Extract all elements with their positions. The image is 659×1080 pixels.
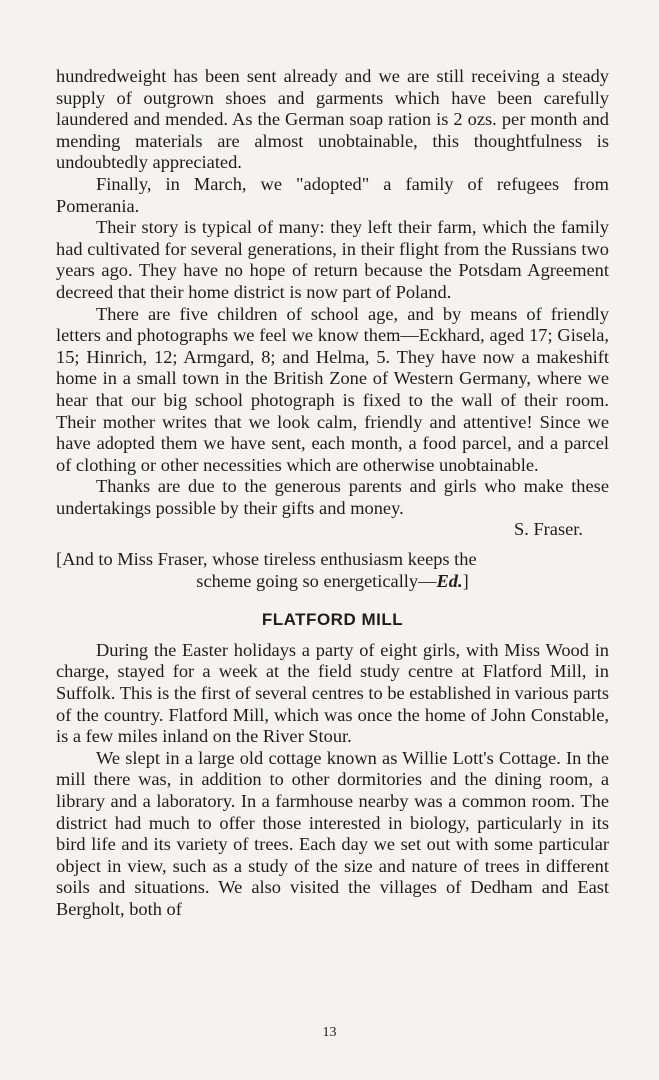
page-number: 13 xyxy=(322,1025,337,1040)
author-signature: S. Fraser. xyxy=(514,519,583,540)
body-paragraph-7: We slept in a large old cottage known as Willie Lott's Cottage. In the mill there was, in addition to other dormitories and the dining room, a library and a laboratory. In a farmhouse nearby was a common room. The district had much to offer those interested in biology, particularly in its bird life and its variety of trees. Each day we set out with some particular object in view, such as a study of the size and nature of trees in different soils and situations. We also visited the villages of Dedham and East Bergholt, both of xyxy=(56,747,609,919)
body-paragraph-1: hundredweight has been sent already and we are still receiving a steady supply of outgrown shoes and garments which have been carefully laundered and mended. As the German soap ration is 2 ozs. per month and mending materials are almost unobtainable, this thoughtfulness is undoubtedly appreciated. xyxy=(56,66,609,173)
editor-note-text: scheme going so energetically— xyxy=(196,570,437,591)
document-page xyxy=(56,66,609,921)
editor-note xyxy=(56,549,609,592)
editor-note-line-1: [And to Miss Fraser, whose tireless enthusiasm keeps the xyxy=(56,549,477,570)
body-paragraph-4: There are five children of school age, and by means of friendly letters and photographs we feel we know them—Eckhard, aged 17; Gisela, 15; Hinrich, 12; Armgard, 8; and Helma, 5. They have now a makeshift home in a small town in the British Zone of Western Germany, where we hear that our big school photograph is fixed to the wall of their room. Their mother writes that we look calm, friendly and attentive! Since we have adopted them we have sent, each month, a food parcel, and a parcel of clothing or other necessities which are otherwise unobtainable. xyxy=(56,303,609,475)
editor-abbrev: Ed. xyxy=(436,570,463,591)
body-paragraph-3: Their story is typical of many: they left their farm, which the family had cultivated for several generations, in their flight from the Russians two years ago. They have no hope of return because the Potsdam Agreement decreed that their home district is now part of Poland. xyxy=(56,217,609,302)
editor-note-bracket: ] xyxy=(462,570,469,591)
body-paragraph-2: Finally, in March, we "adopted" a family of refugees from Pomerania. xyxy=(56,173,609,216)
section-heading: FLATFORD MILL xyxy=(261,610,404,630)
body-paragraph-5: Thanks are due to the generous parents and girls who make these undertakings possible by their gifts and money. xyxy=(56,476,609,518)
editor-note-line-2 xyxy=(56,571,609,593)
body-paragraph-6: During the Easter holidays a party of eight girls, with Miss Wood in charge, stayed for a week at the field study centre at Flatford Mill, in Suffolk. This is the first of several centres to be established in various parts of the country. Flatford Mill, which was once the home of John Constable, is a few miles inland on the River Stour. xyxy=(56,639,609,747)
